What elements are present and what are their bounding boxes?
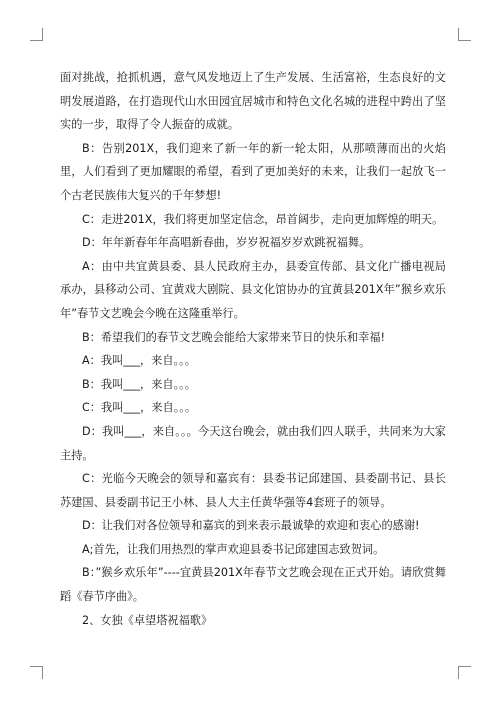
crop-mark-bottom-right bbox=[458, 666, 471, 679]
paragraph-program-item: 2、女独《卓望塔祝福歌》 bbox=[82, 613, 213, 627]
paragraph-c-enter: C：走进201X，我们将更加坚定信念，昂首阔步，走向更加辉煌的明天。 bbox=[82, 212, 444, 226]
paragraph-a-intro: A：我叫___，来自。。。 bbox=[82, 354, 196, 368]
paragraph-b-start: B：”猴乡欢乐年”----宜黄县201X年春节文艺晚会现在正式开始。请欣赏舞蹈《春节序曲》。 bbox=[60, 566, 446, 604]
paragraph-a-speech: A;首先，让我们用热烈的掌声欢迎县委书记邱建国志致贺词。 bbox=[82, 542, 385, 556]
paragraph-opening: 面对挑战，抢抓机遇，意气风发地迈上了生产发展、生活富裕，生态良好的文明发展道路，在打造现代山水田园宜居城市和特色文化名城的进程中跨出了坚实的一步，取得了令人振奋的成就。 bbox=[60, 71, 446, 132]
paragraph-b-intro: B：我叫___，来自。。。 bbox=[82, 377, 196, 391]
paragraph-d-thanks: D：让我们对各位领导和嘉宾的到来表示最诚挚的欢迎和衷心的感谢! bbox=[82, 519, 420, 533]
paragraph-c-guests: C：光临今天晚会的领导和嘉宾有：县委书记邱建国、县委副书记、县长苏建国、县委副书记王小林、县人大主任黄华强等4套班子的领导。 bbox=[60, 472, 446, 509]
paragraph-b-farewell: B：告别201X，我们迎来了新一年的新一轮太阳，从那喷薄而出的火焰里，人们看到了更加耀眼的希望，看到了更加美好的未来，让我们一起放飞一个古老民族伟大复兴的千年梦想! bbox=[60, 141, 446, 202]
paragraph-d-spring: D：年年新春年年高唱新春曲，岁岁祝福岁岁欢跳祝福舞。 bbox=[82, 236, 371, 250]
paragraph-c-intro: C：我叫___，来自。。。 bbox=[82, 401, 197, 415]
paragraph-a-hosts: A：由中共宜黄县委、县人民政府主办，县委宣传部、县文化广播电视局承办，县移动公司、宜黄戏大剧院、县文化馆协办的宜黄县201X年”猴乡欢乐年”春节文艺晚会今晚在这隆重举行。 bbox=[60, 259, 446, 320]
paragraph-d-intro: D：我叫___，来自。。。今天这台晚会，就由我们四人联手，共同来为大家主持。 bbox=[60, 424, 446, 462]
document-body bbox=[60, 66, 446, 632]
crop-mark-top-left bbox=[30, 28, 43, 41]
paragraph-b-wish: B：希望我们的春节文艺晚会能给大家带来节日的快乐和幸福! bbox=[82, 330, 386, 344]
crop-mark-top-right bbox=[458, 28, 471, 41]
crop-mark-bottom-left bbox=[30, 666, 43, 679]
